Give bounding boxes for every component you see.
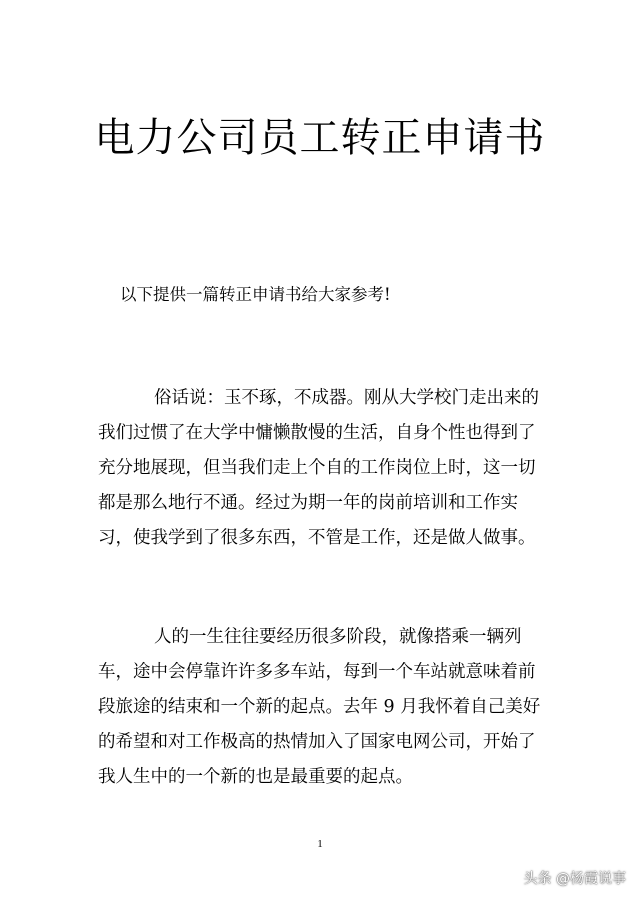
paragraph-2 [98, 620, 558, 795]
watermark: 头条 @杨霞说事 [523, 871, 626, 887]
paragraph-line: 人的一生往往要经历很多阶段，就像搭乘一辆列 [154, 627, 522, 647]
paragraph-line: 车，途中会停靠许许多多车站，每到一个车站就意味着前 [98, 662, 536, 682]
paragraph-line: 都是那么地行不通。经过为期一年的岗前培训和工作实 [98, 493, 518, 513]
document-title: 电力公司员工转正申请书 [94, 115, 546, 161]
paragraph-1 [98, 381, 558, 556]
paragraph-line: 我们过惯了在大学中慵懒散慢的生活，自身个性也得到了 [98, 423, 536, 443]
paragraph-line: 充分地展现，但当我们走上个自的工作岗位上时，这一切 [98, 458, 536, 478]
page-number: 1 [317, 838, 323, 850]
intro-text: 以下提供一篇转正申请书给大家参考! [120, 285, 391, 304]
paragraph-line: 段旅途的结束和一个新的起点。去年 9 月我怀着自己美好 [98, 697, 541, 717]
paragraph-line: 习，使我学到了很多东西，不管是工作，还是做人做事。 [98, 528, 536, 548]
paragraph-line: 我人生中的一个新的也是最重要的起点。 [98, 767, 413, 787]
paragraph-line: 的希望和对工作极高的热情加入了国家电网公司，开始了 [98, 732, 536, 752]
paragraph-line: 俗话说：玉不琢，不成器。刚从大学校门走出来的 [154, 388, 539, 408]
